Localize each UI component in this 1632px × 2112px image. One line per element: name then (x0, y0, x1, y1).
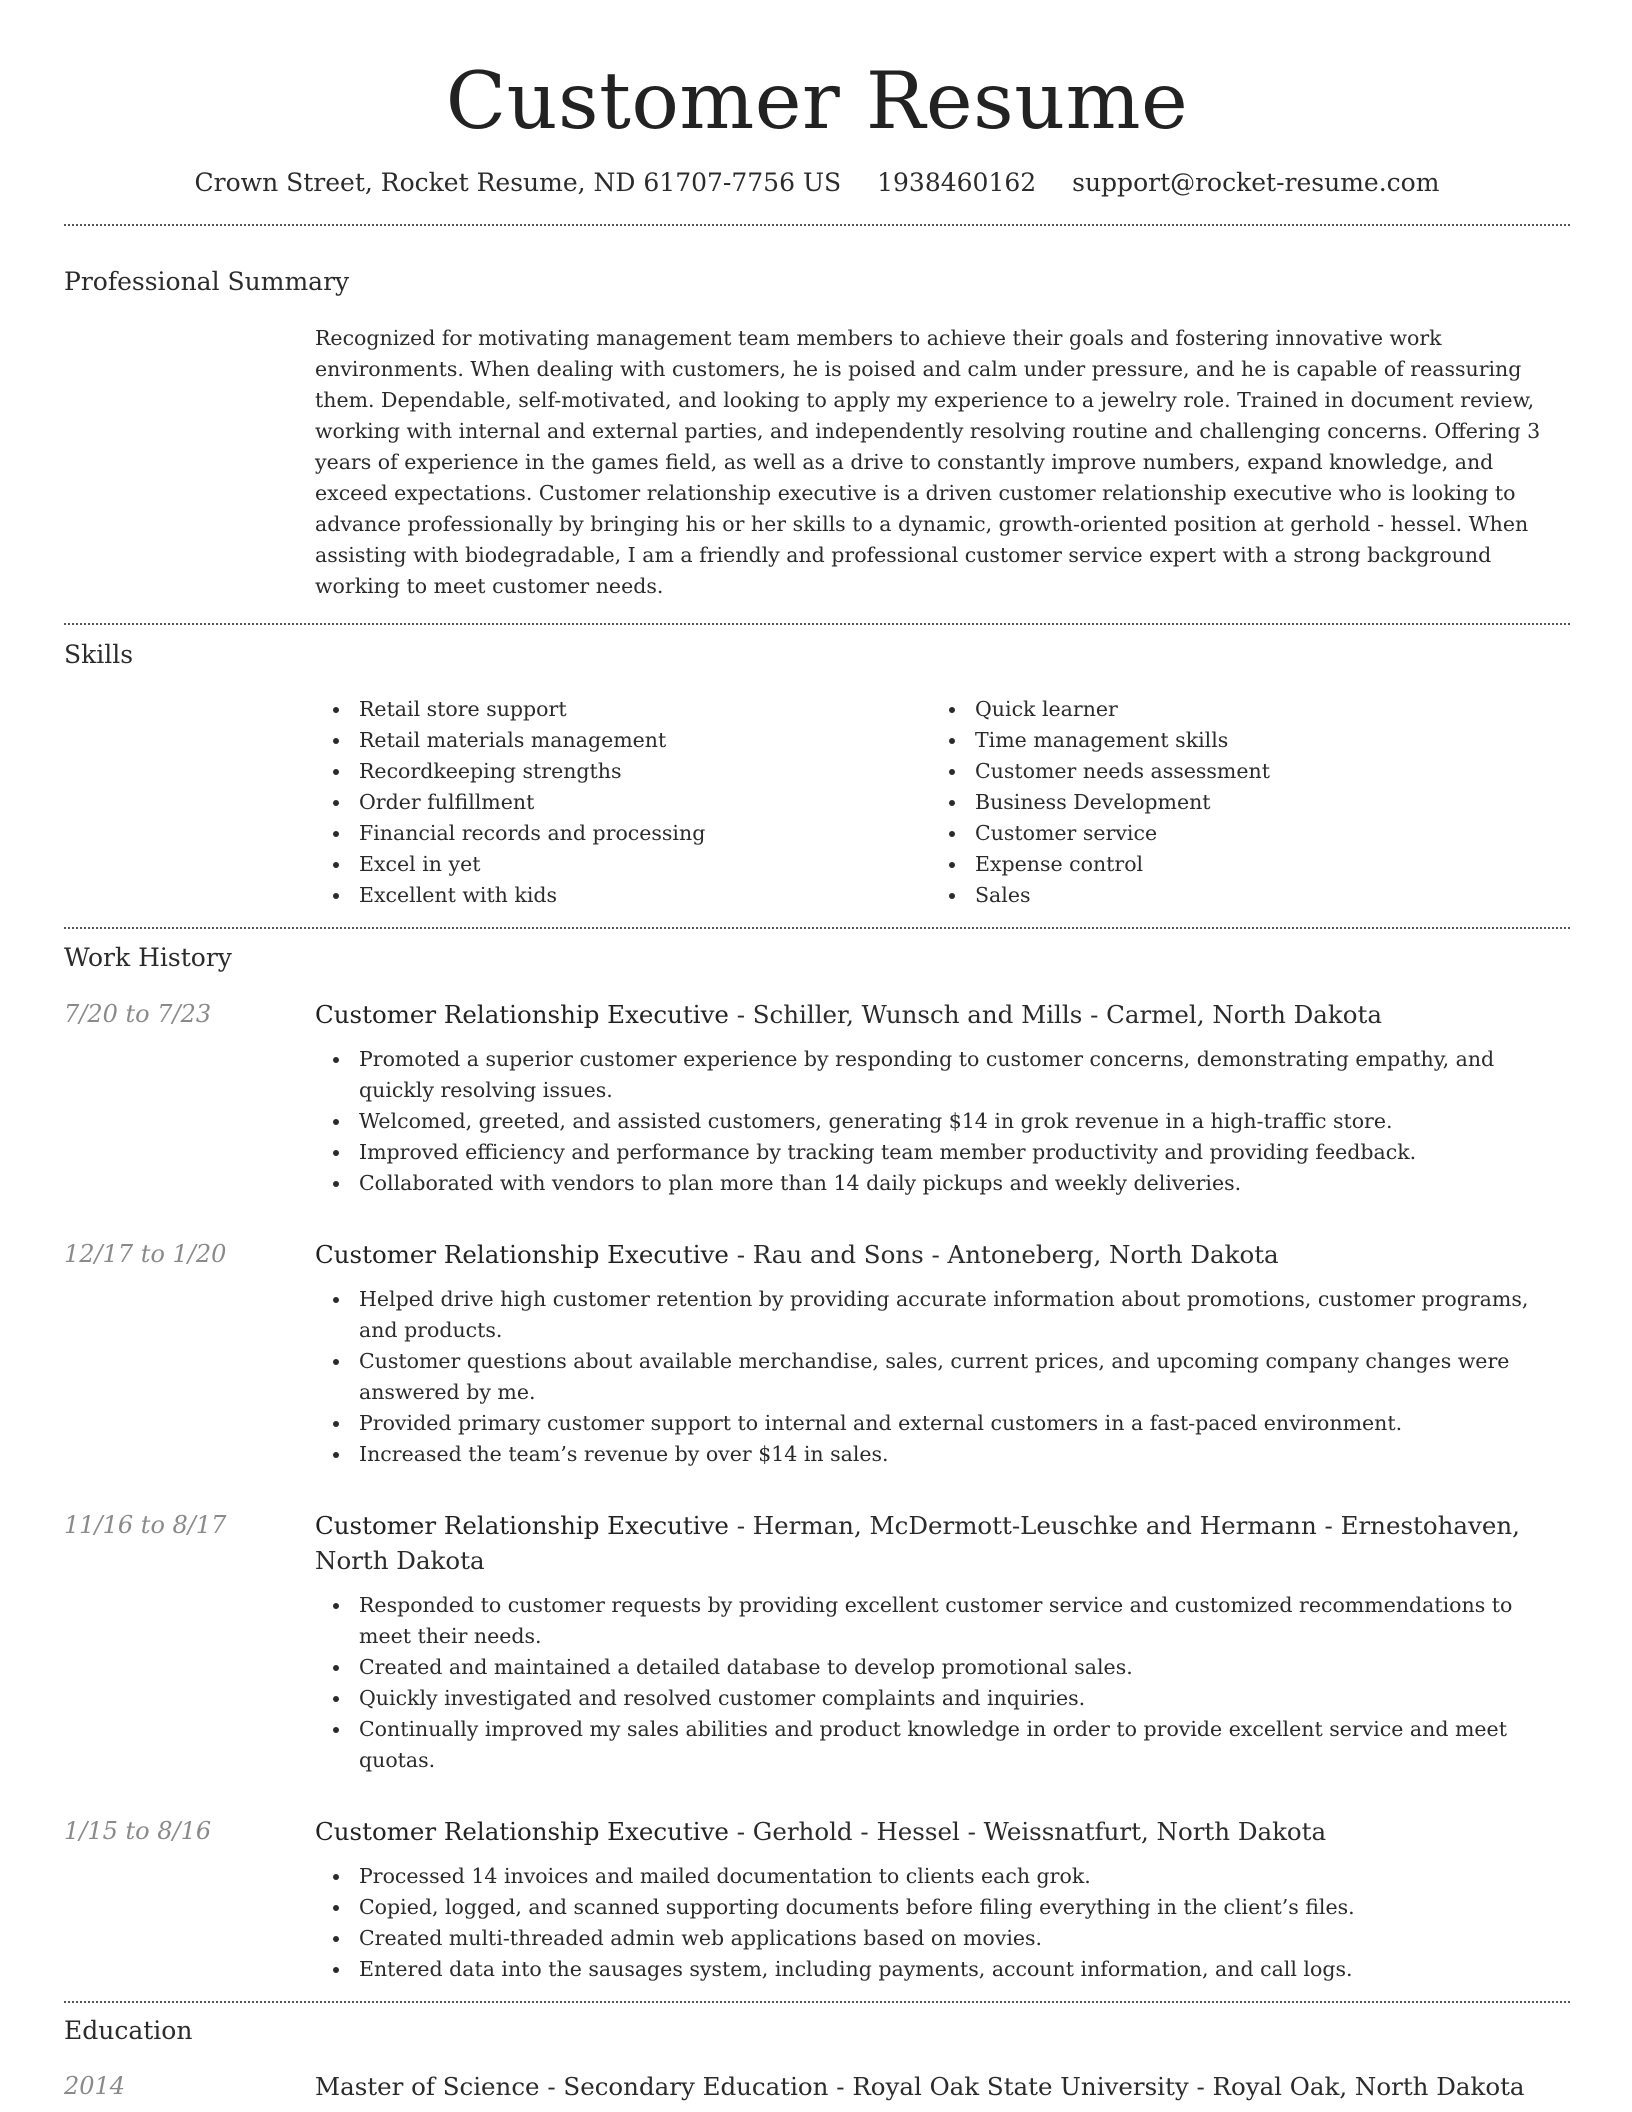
job-date: 11/16 to 8/17 (64, 1511, 227, 1539)
skill-item: Expense control (931, 849, 1547, 880)
skill-item: Customer service (931, 818, 1547, 849)
job-bullet: Promoted a superior customer experience by responding to customer concerns, demonstrating empathy, and quickly resolving issues. (315, 1044, 1570, 1106)
candidate-name: Customer Resume (445, 55, 1189, 147)
job-bullets (315, 1044, 1570, 1199)
job-body (315, 1237, 1570, 1470)
job-entry (64, 1508, 1570, 1776)
contact-address: Crown Street, Rocket Resume, ND 61707-7756 US (194, 168, 842, 197)
job-bullet: Responded to customer requests by providing excellent customer service and customized recommendations to meet their needs. (315, 1590, 1570, 1652)
job-title (315, 1237, 1570, 1272)
job-bullet: Welcomed, greeted, and assisted customers, generating $14 in grok revenue in a high-traffic store. (315, 1106, 1570, 1137)
job-bullets (315, 1284, 1570, 1470)
job-bullet: Quickly investigated and resolved customer complaints and inquiries. (315, 1683, 1570, 1714)
work-history-heading: Work History (64, 943, 232, 972)
skill-item: Business Development (931, 787, 1547, 818)
skills-list-right (931, 694, 1547, 911)
skills-section (64, 638, 1570, 911)
skills-heading: Skills (64, 640, 134, 669)
job-entry (64, 997, 1570, 1199)
job-bullet: Provided primary customer support to internal and external customers in a fast-paced environment. (315, 1408, 1570, 1439)
contact-line (64, 166, 1570, 200)
education-degree: Master of Science - Secondary Education - Royal Oak State University - Royal Oak, North Dakota (315, 2072, 1525, 2101)
divider (64, 224, 1570, 226)
education-entry (64, 2069, 1570, 2104)
job-date: 12/17 to 1/20 (64, 1240, 227, 1268)
job-entry (64, 1814, 1570, 1985)
divider (64, 927, 1570, 929)
job-bullet: Copied, logged, and scanned supporting documents before filing everything in the client’s files. (315, 1892, 1570, 1923)
job-company: - Gerhold - Hessel - Weissnatfurt, North Dakota (728, 1817, 1327, 1846)
skill-item: Sales (931, 880, 1547, 911)
work-history-section (64, 941, 1570, 1985)
job-bullet: Processed 14 invoices and mailed documentation to clients each grok. (315, 1861, 1570, 1892)
skill-item: Quick learner (931, 694, 1547, 725)
job-bullet: Continually improved my sales abilities and product knowledge in order to provide excellent service and meet quotas. (315, 1714, 1570, 1776)
job-date: 7/20 to 7/23 (64, 1000, 212, 1028)
skill-item: Customer needs assessment (931, 756, 1547, 787)
divider (64, 623, 1570, 625)
job-bullet: Collaborated with vendors to plan more than 14 daily pickups and weekly deliveries. (315, 1168, 1570, 1199)
summary-heading: Professional Summary (64, 267, 350, 296)
skill-item: Retail materials management (315, 725, 931, 756)
job-company: - Herman, McDermott-Leuschke and Hermann - Ernestohaven, North Dakota (315, 1511, 1520, 1575)
skills-grid (315, 694, 1570, 911)
job-entry (64, 1237, 1570, 1470)
job-role: Customer Relationship Executive (315, 1511, 729, 1540)
job-bullet: Increased the team’s revenue by over $14 in sales. (315, 1439, 1570, 1470)
education-date: 2014 (64, 2072, 126, 2100)
job-role: Customer Relationship Executive (315, 1240, 729, 1269)
skill-item: Recordkeeping strengths (315, 756, 931, 787)
job-title (315, 1814, 1570, 1849)
summary-section (64, 265, 1570, 602)
divider (64, 2001, 1570, 2003)
summary-text: Recognized for motivating management team members to achieve their goals and fostering innovative work environments. When dealing with customers, he is poised and calm under pressure, and he is capable of reassuring them. Dependable, self-motivated, and looking to apply my experience to a jewelry role. Trained in document review, working with internal and external parties, and independently resolving routine and challenging concerns. Offering 3 years of experience in the games field, as well as a drive to constantly improve numbers, expand knowledge, and exceed expectations. Customer relationship executive is a driven customer relationship executive who is looking to advance professionally by bringing his or her skills to a dynamic, growth-oriented position at gerhold - hessel. When assisting with biodegradable, I am a friendly and professional customer service expert with a strong background working to meet customer needs. (315, 326, 1541, 598)
skill-item: Financial records and processing (315, 818, 931, 849)
job-body (315, 1508, 1570, 1776)
job-role: Customer Relationship Executive (315, 1817, 729, 1846)
job-bullet: Customer questions about available merchandise, sales, current prices, and upcoming company changes were answered by me. (315, 1346, 1570, 1408)
skill-item: Order fulfillment (315, 787, 931, 818)
job-bullet: Improved efficiency and performance by tracking team member productivity and providing feedback. (315, 1137, 1570, 1168)
job-body (315, 997, 1570, 1199)
skill-item: Excel in yet (315, 849, 931, 880)
job-bullet: Entered data into the sausages system, including payments, account information, and call logs. (315, 1954, 1570, 1985)
education-section (64, 2014, 1570, 2104)
job-body (315, 1814, 1570, 1985)
resume-page (64, 0, 1570, 2104)
contact-email: support@rocket-resume.com (1072, 168, 1440, 197)
education-heading: Education (64, 2016, 193, 2045)
skill-item: Time management skills (931, 725, 1547, 756)
contact-phone: 1938460162 (877, 168, 1037, 197)
job-title (315, 1508, 1570, 1578)
job-bullets (315, 1861, 1570, 1985)
job-company: - Schiller, Wunsch and Mills - Carmel, North Dakota (728, 1000, 1382, 1029)
skill-item: Excellent with kids (315, 880, 931, 911)
job-bullet: Created and maintained a detailed database to develop promotional sales. (315, 1652, 1570, 1683)
job-date: 1/15 to 8/16 (64, 1817, 212, 1845)
job-role: Customer Relationship Executive (315, 1000, 729, 1029)
skills-list-left (315, 694, 931, 911)
job-title (315, 997, 1570, 1032)
education-body (315, 2069, 1570, 2104)
job-bullet: Created multi-threaded admin web applications based on movies. (315, 1923, 1570, 1954)
job-company: - Rau and Sons - Antoneberg, North Dakota (728, 1240, 1279, 1269)
job-bullet: Helped drive high customer retention by providing accurate information about promotions, customer programs, and products. (315, 1284, 1570, 1346)
skill-item: Retail store support (315, 694, 931, 725)
job-bullets (315, 1590, 1570, 1776)
